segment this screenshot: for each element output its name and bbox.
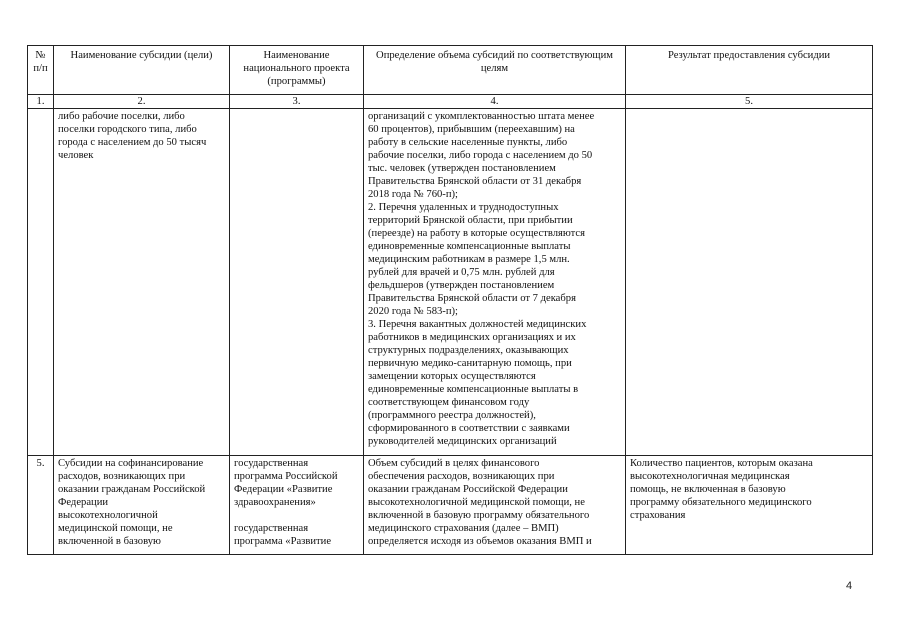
- cell-text-line: соответствующем финансовом году: [368, 397, 530, 408]
- cell-text-line: сформированного в соответствии с заявками: [368, 423, 570, 434]
- cell-text-line: работников в медицинских организациях и их: [368, 332, 576, 343]
- cell-text-line: первичную медико-санитарную помощь, при: [368, 358, 572, 369]
- cell-text-line: города с населением до 50 тысяч: [58, 137, 207, 148]
- subsidy-table: [27, 45, 873, 555]
- cell-text-line: рабочие поселки, либо города с населением до 50: [368, 150, 593, 161]
- column-number: 4.: [364, 95, 626, 109]
- cell-text-line: работу в сельские населенные пункты, либо: [368, 137, 568, 148]
- cell-text-line: государственная: [234, 458, 309, 469]
- subsidy-result-cell: [626, 456, 873, 555]
- cell-text-line: помощь, не включенная в базовую: [630, 484, 786, 495]
- header-subsidy-volume: Определение объема субсидий по соответствующим целям: [364, 46, 626, 95]
- cell-text-line: 60 процентов), прибывшим (переехавшим) на: [368, 124, 575, 135]
- cell-text-line: единовременные компенсационные выплаты в: [368, 384, 579, 395]
- cell-text-line: высокотехнологичная медицинская: [630, 471, 790, 482]
- page-number: 4: [846, 580, 853, 592]
- cell-text-line: Количество пациентов, которым оказана: [630, 458, 813, 469]
- cell-text-line: территорий Брянской области, при прибытии: [368, 215, 573, 226]
- cell-text-line: 2020 года № 583-п);: [368, 306, 458, 317]
- subsidy-name-cell: [54, 456, 230, 555]
- cell-text-line: организаций с укомплектованностью штата менее: [368, 111, 595, 122]
- cell-text-line: Федерации «Развитие: [234, 484, 333, 495]
- cell-text-line: включенной в базовую: [58, 536, 161, 547]
- cell-text-line: Федерации: [58, 497, 109, 508]
- row-number-cell: [28, 109, 54, 456]
- subsidy-volume-cell: [364, 456, 626, 555]
- cell-text-line: Объем субсидий в целях финансового: [368, 458, 540, 469]
- cell-text-line: рублей для врачей и 0,75 млн. рублей для: [368, 267, 555, 278]
- cell-text-line: страхования: [630, 510, 686, 521]
- cell-text-line: высокотехнологичной: [58, 510, 158, 521]
- cell-text-line: 2. Перечня удаленных и труднодоступных: [368, 202, 559, 213]
- cell-text-line: программа «Развитие: [234, 536, 332, 547]
- header-national-project: Наименование национального проекта (программы): [230, 46, 364, 95]
- cell-text-line: оказании гражданам Российской: [58, 484, 206, 495]
- cell-text-line: программу обязательного медицинского: [630, 497, 812, 508]
- cell-text-line: обеспечения расходов, возникающих при: [368, 471, 555, 482]
- national-project-cell: [230, 456, 364, 555]
- cell-text-line: программа Российской: [234, 471, 338, 482]
- header-subsidy-result: Результат предоставления субсидии: [626, 46, 873, 95]
- cell-text-line: Правительства Брянской области от 7 декабря: [368, 293, 576, 304]
- cell-text-line: медицинского страхования (далее – ВМП): [368, 523, 559, 534]
- table-row: [28, 456, 873, 555]
- cell-text-line: [234, 509, 359, 522]
- cell-text-line: Правительства Брянской области от 31 декабря: [368, 176, 582, 187]
- cell-text-line: 3. Перечня вакантных должностей медицинских: [368, 319, 587, 330]
- cell-text-line: государственная: [234, 523, 309, 534]
- table-row: [28, 109, 873, 456]
- column-number: 3.: [230, 95, 364, 109]
- column-number-row: [28, 95, 873, 109]
- cell-text-line: (программного реестра должностей),: [368, 410, 536, 421]
- table-header-row: [28, 46, 873, 95]
- column-number: 1.: [28, 95, 54, 109]
- cell-text-line: медицинским работникам в размере 1,5 млн.: [368, 254, 570, 265]
- cell-text-line: включенной в базовую программу обязательного: [368, 510, 590, 521]
- cell-text-line: единовременные компенсационные выплаты: [368, 241, 571, 252]
- cell-text-line: фельдшеров (утвержден постановлением: [368, 280, 555, 291]
- cell-text-line: тыс. человек (утвержден постановлением: [368, 163, 556, 174]
- cell-text-line: замещении которых осуществляются: [368, 371, 536, 382]
- header-number: № п/п: [28, 46, 54, 95]
- cell-text-line: оказании гражданам Российской Федерации: [368, 484, 568, 495]
- cell-text-line: поселки городского типа, либо: [58, 124, 197, 135]
- cell-text-line: здравоохранения»: [234, 497, 316, 508]
- cell-text-line: медицинской помощи, не: [58, 523, 173, 534]
- cell-text-line: структурных подразделениях, оказывающих: [368, 345, 569, 356]
- cell-text-line: высокотехнологичной медицинской помощи, не: [368, 497, 585, 508]
- national-project-cell: [230, 109, 364, 456]
- column-number: 5.: [626, 95, 873, 109]
- cell-text-line: человек: [58, 150, 94, 161]
- cell-text-line: расходов, возникающих при: [58, 471, 186, 482]
- cell-text-line: 2018 года № 760-п);: [368, 189, 458, 200]
- cell-text-line: руководителей медицинских организаций: [368, 436, 557, 447]
- cell-text-line: определяется исходя из объемов оказания ВМП и: [368, 536, 592, 547]
- cell-text-line: либо рабочие поселки, либо: [58, 111, 185, 122]
- cell-text-line: (переезде) на работу в которые осуществляются: [368, 228, 585, 239]
- column-number: 2.: [54, 95, 230, 109]
- subsidy-name-cell: [54, 109, 230, 456]
- subsidy-volume-cell: [364, 109, 626, 456]
- row-number-cell: 5.: [28, 456, 54, 555]
- subsidy-result-cell: [626, 109, 873, 456]
- header-subsidy-name: Наименование субсидии (цели): [54, 46, 230, 95]
- cell-text-line: Субсидии на софинансирование: [58, 458, 204, 469]
